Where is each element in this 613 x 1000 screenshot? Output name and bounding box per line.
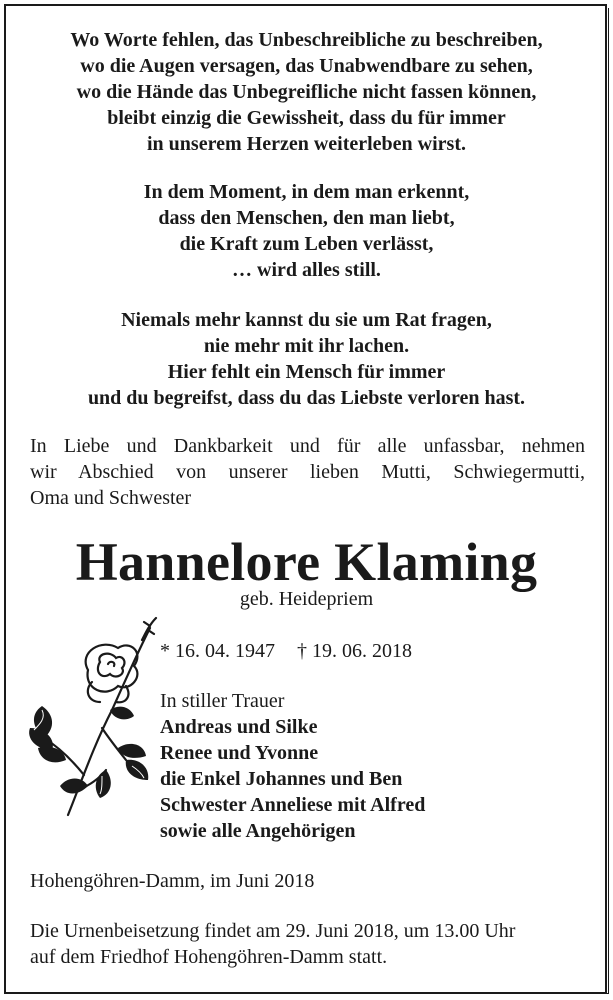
mourners-list (160, 688, 425, 844)
poem-line: die Kraft zum Leben verlässt, (179, 233, 434, 255)
burial-line: auf dem Friedhof Hohengöhren-Damm statt. (30, 946, 388, 968)
mourner-name: Renee und Yvonne (160, 742, 319, 764)
place-and-date: Hohengöhren-Damm, im Juni 2018 (30, 870, 315, 892)
life-dates (160, 638, 412, 664)
intro-line: In Liebe und Dankbarkeit und für alle unfassbar, nehmen (30, 435, 585, 457)
poem-line: bleibt einzig die Gewissheit, dass du für immer (107, 107, 506, 129)
burial-notice (30, 918, 515, 970)
intro-line: wir Abschied von unserer lieben Mutti, Schwiegermutti, (30, 461, 585, 483)
poem-line: nie mehr mit ihr lachen. (203, 335, 410, 357)
birth-date: * 16. 04. 1947 (160, 640, 275, 662)
burial-line: Die Urnenbeisetzung findet am 29. Juni 2018, um 13.00 Uhr (30, 920, 516, 942)
poem-line: … wird alles still. (232, 259, 381, 281)
poem-line: wo die Augen versagen, das Unabwendbare zu sehen, (80, 55, 533, 77)
mourner-name: sowie alle Angehörigen (160, 820, 356, 842)
poem-line: Hier fehlt ein Mensch für immer (167, 361, 446, 383)
rose-icon (22, 610, 162, 820)
poem-stanza-2 (16, 179, 597, 283)
mourner-name: die Enkel Johannes und Ben (160, 768, 403, 790)
poem-line: dass den Menschen, den man liebt, (158, 207, 455, 229)
poem-line: In dem Moment, in dem man erkennt, (143, 181, 470, 203)
poem-line: wo die Hände das Unbegreifliche nicht fassen können, (76, 81, 537, 103)
mourner-name: Andreas und Silke (160, 716, 318, 738)
poem-stanza-1 (16, 27, 597, 157)
maiden-name: geb. Heidepriem (239, 588, 374, 610)
poem-line: und du begreifst, dass du das Liebste verloren hast. (87, 387, 526, 409)
poem-stanza-3 (16, 307, 597, 411)
poem-line: Niemals mehr kannst du sie um Rat fragen, (121, 309, 492, 331)
mourner-name: Schwester Anneliese mit Alfred (160, 794, 426, 816)
deceased-name: Hannelore Klaming (75, 532, 538, 592)
poem-line: Wo Worte fehlen, das Unbeschreibliche zu beschreiben, (70, 29, 543, 51)
mourning-heading: In stiller Trauer (160, 690, 285, 712)
farewell-intro (30, 433, 585, 511)
death-date: † 19. 06. 2018 (297, 640, 412, 662)
poem-line: in unserem Herzen weiterleben wirst. (147, 133, 466, 155)
intro-line: Oma und Schwester (30, 487, 192, 509)
